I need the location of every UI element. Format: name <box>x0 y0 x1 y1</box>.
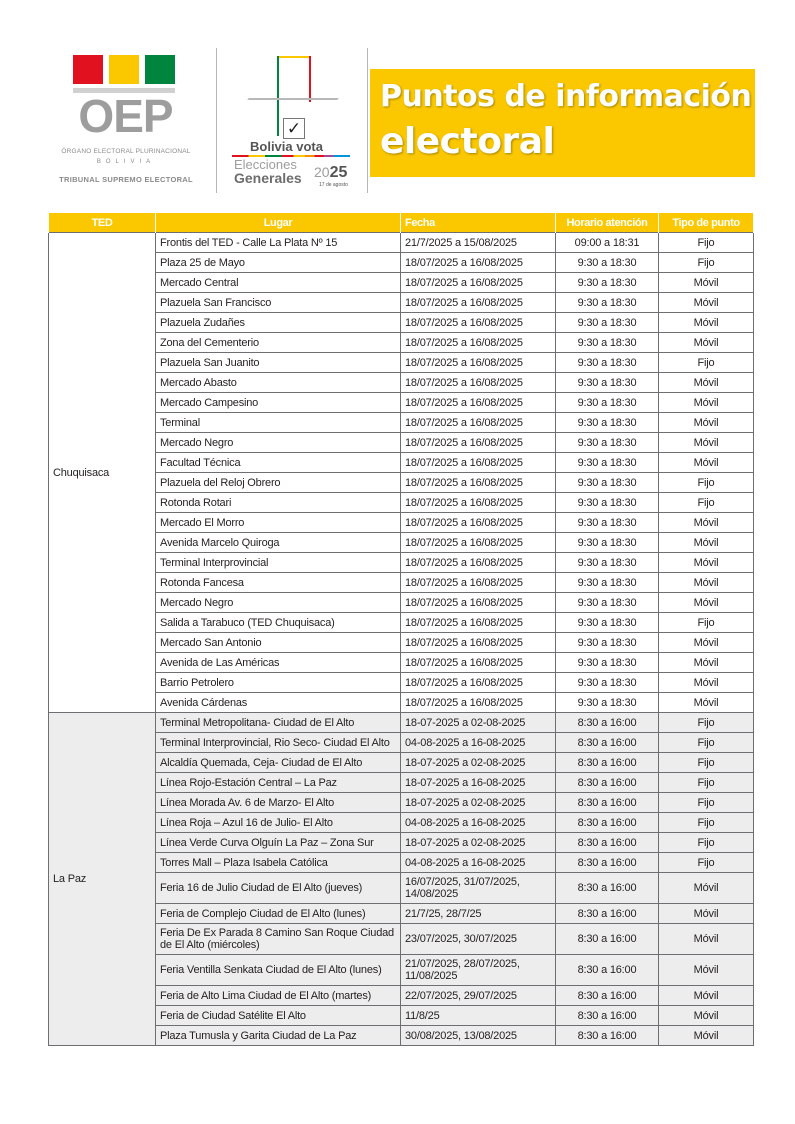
tipo-cell: Móvil <box>659 533 754 553</box>
fecha-cell: 04-08-2025 a 16-08-2025 <box>401 813 556 833</box>
tipo-cell: Móvil <box>659 273 754 293</box>
lugar-cell: Rotonda Fancesa <box>156 573 401 593</box>
tipo-cell: Fijo <box>659 793 754 813</box>
horario-cell: 8:30 a 16:00 <box>556 713 659 733</box>
fecha-cell: 18/07/2025 a 16/08/2025 <box>401 533 556 553</box>
horario-cell: 8:30 a 16:00 <box>556 873 659 904</box>
horario-cell: 9:30 a 18:30 <box>556 313 659 333</box>
bolivia-vota-text: Bolivia vota <box>250 139 323 154</box>
lugar-cell: Plaza 25 de Mayo <box>156 253 401 273</box>
horario-cell: 9:30 a 18:30 <box>556 453 659 473</box>
tipo-cell: Móvil <box>659 433 754 453</box>
horario-cell: 9:30 a 18:30 <box>556 493 659 513</box>
oep-acronym: OEP <box>78 90 173 142</box>
fecha-cell: 04-08-2025 a 16-08-2025 <box>401 853 556 873</box>
horario-cell: 9:30 a 18:30 <box>556 433 659 453</box>
fecha-cell: 16/07/2025, 31/07/2025, 14/08/2025 <box>401 873 556 904</box>
horario-cell: 9:30 a 18:30 <box>556 353 659 373</box>
column-header-horario: Horario atención <box>556 213 659 233</box>
lugar-cell: Avenida de Las Américas <box>156 653 401 673</box>
fecha-cell: 18/07/2025 a 16/08/2025 <box>401 253 556 273</box>
horario-cell: 8:30 a 16:00 <box>556 793 659 813</box>
horario-cell: 8:30 a 16:00 <box>556 853 659 873</box>
horario-cell: 8:30 a 16:00 <box>556 733 659 753</box>
flag-yellow-square <box>109 55 139 84</box>
horario-cell: 9:30 a 18:30 <box>556 513 659 533</box>
lugar-cell: Avenida Marcelo Quiroga <box>156 533 401 553</box>
checkbox-check-icon: ✓ <box>283 118 305 139</box>
table-row <box>49 713 754 733</box>
horario-cell: 9:30 a 18:30 <box>556 573 659 593</box>
year-suffix: 25 <box>329 164 348 181</box>
ballot-slot-line <box>247 98 339 100</box>
column-header-ted: TED <box>49 213 156 233</box>
lugar-cell: Zona del Cementerio <box>156 333 401 353</box>
ted-cell: La Paz <box>49 713 156 1046</box>
tipo-cell: Móvil <box>659 333 754 353</box>
fecha-cell: 18/07/2025 a 16/08/2025 <box>401 673 556 693</box>
table-header-row <box>49 213 754 233</box>
lugar-cell: Terminal Interprovincial, Rio Seco- Ciudad El Alto <box>156 733 401 753</box>
horario-cell: 9:30 a 18:30 <box>556 373 659 393</box>
lugar-cell: Feria 16 de Julio Ciudad de El Alto (jueves) <box>156 873 401 904</box>
lugar-cell: Terminal Interprovincial <box>156 553 401 573</box>
information-points-table <box>48 213 754 1046</box>
table-row <box>49 233 754 253</box>
horario-cell: 9:30 a 18:30 <box>556 653 659 673</box>
horario-cell: 9:30 a 18:30 <box>556 673 659 693</box>
lugar-cell: Plazuela San Francisco <box>156 293 401 313</box>
fecha-cell: 18/07/2025 a 16/08/2025 <box>401 553 556 573</box>
horario-cell: 9:30 a 18:30 <box>556 593 659 613</box>
horario-cell: 8:30 a 16:00 <box>556 833 659 853</box>
tipo-cell: Fijo <box>659 473 754 493</box>
lugar-cell: Frontis del TED - Calle La Plata Nº 15 <box>156 233 401 253</box>
fecha-cell: 18/07/2025 a 16/08/2025 <box>401 573 556 593</box>
oep-logo <box>46 55 206 195</box>
lugar-cell: Terminal <box>156 413 401 433</box>
tipo-cell: Fijo <box>659 813 754 833</box>
lugar-cell: Plazuela San Juanito <box>156 353 401 373</box>
lugar-cell: Plazuela Zudañes <box>156 313 401 333</box>
tipo-cell: Móvil <box>659 513 754 533</box>
header-divider <box>367 48 368 193</box>
horario-cell: 9:30 a 18:30 <box>556 553 659 573</box>
lugar-cell: Feria De Ex Parada 8 Camino San Roque Ciudad de El Alto (miércoles) <box>156 924 401 955</box>
horario-cell: 9:30 a 18:30 <box>556 333 659 353</box>
flag-green-square <box>145 55 175 84</box>
lugar-cell: Barrio Petrolero <box>156 673 401 693</box>
lugar-cell: Terminal Metropolitana- Ciudad de El Alto <box>156 713 401 733</box>
tipo-cell: Móvil <box>659 673 754 693</box>
lugar-cell: Feria de Ciudad Satélite El Alto <box>156 1006 401 1026</box>
fecha-cell: 18/07/2025 a 16/08/2025 <box>401 633 556 653</box>
tipo-cell: Móvil <box>659 413 754 433</box>
tipo-cell: Móvil <box>659 873 754 904</box>
tipo-cell: Móvil <box>659 593 754 613</box>
oep-country-line: BOLIVIA <box>96 159 156 165</box>
page-title-line-2: electoral <box>380 121 555 162</box>
horario-cell: 9:30 a 18:30 <box>556 533 659 553</box>
fecha-cell: 18/07/2025 a 16/08/2025 <box>401 333 556 353</box>
lugar-cell: Mercado Campesino <box>156 393 401 413</box>
tipo-cell: Fijo <box>659 713 754 733</box>
oep-tribunal-line: TRIBUNAL SUPREMO ELECTORAL <box>59 175 193 184</box>
title-banner <box>370 69 755 177</box>
tipo-cell: Móvil <box>659 1026 754 1046</box>
tipo-cell: Fijo <box>659 253 754 273</box>
horario-cell: 9:30 a 18:30 <box>556 633 659 653</box>
horario-cell: 8:30 a 16:00 <box>556 753 659 773</box>
tipo-cell: Móvil <box>659 653 754 673</box>
election-year <box>314 164 347 182</box>
tipo-cell: Fijo <box>659 853 754 873</box>
horario-cell: 8:30 a 16:00 <box>556 773 659 793</box>
tipo-cell: Móvil <box>659 293 754 313</box>
fecha-cell: 18/07/2025 a 16/08/2025 <box>401 593 556 613</box>
fecha-cell: 18-07-2025 a 02-08-2025 <box>401 833 556 853</box>
tipo-cell: Móvil <box>659 1006 754 1026</box>
horario-cell: 9:30 a 18:30 <box>556 293 659 313</box>
fecha-cell: 30/08/2025, 13/08/2025 <box>401 1026 556 1046</box>
tipo-cell: Fijo <box>659 493 754 513</box>
lugar-cell: Plazuela del Reloj Obrero <box>156 473 401 493</box>
lugar-cell: Feria Ventilla Senkata Ciudad de El Alto (lunes) <box>156 955 401 986</box>
horario-cell: 9:30 a 18:30 <box>556 273 659 293</box>
lugar-cell: Feria de Alto Lima Ciudad de El Alto (martes) <box>156 986 401 1006</box>
fecha-cell: 18/07/2025 a 16/08/2025 <box>401 653 556 673</box>
horario-cell: 9:30 a 18:30 <box>556 393 659 413</box>
lugar-cell: Facultad Técnica <box>156 453 401 473</box>
fecha-cell: 18-07-2025 a 02-08-2025 <box>401 713 556 733</box>
fecha-cell: 23/07/2025, 30/07/2025 <box>401 924 556 955</box>
lugar-cell: Plaza Tumusla y Garita Ciudad de La Paz <box>156 1026 401 1046</box>
tipo-cell: Móvil <box>659 573 754 593</box>
fecha-cell: 18-07-2025 a 02-08-2025 <box>401 753 556 773</box>
tipo-cell: Móvil <box>659 633 754 653</box>
fecha-cell: 18/07/2025 a 16/08/2025 <box>401 413 556 433</box>
tipo-cell: Móvil <box>659 693 754 713</box>
fecha-cell: 21/7/25, 28/7/25 <box>401 904 556 924</box>
fecha-cell: 11/8/25 <box>401 1006 556 1026</box>
tipo-cell: Móvil <box>659 986 754 1006</box>
flag-red-square <box>73 55 103 84</box>
horario-cell: 8:30 a 16:00 <box>556 924 659 955</box>
generales-text: Generales <box>234 170 302 186</box>
column-header-fecha: Fecha <box>401 213 556 233</box>
column-header-lugar: Lugar <box>156 213 401 233</box>
tipo-cell: Fijo <box>659 233 754 253</box>
horario-cell: 8:30 a 16:00 <box>556 904 659 924</box>
lugar-cell: Mercado Abasto <box>156 373 401 393</box>
lugar-cell: Mercado Negro <box>156 433 401 453</box>
fecha-cell: 21/7/2025 a 15/08/2025 <box>401 233 556 253</box>
horario-cell: 8:30 a 16:00 <box>556 813 659 833</box>
fecha-cell: 04-08-2025 a 16-08-2025 <box>401 733 556 753</box>
tipo-cell: Móvil <box>659 453 754 473</box>
horario-cell: 8:30 a 16:00 <box>556 955 659 986</box>
horario-cell: 9:30 a 18:30 <box>556 473 659 493</box>
fecha-cell: 18/07/2025 a 16/08/2025 <box>401 293 556 313</box>
header-divider <box>216 48 217 193</box>
horario-cell: 9:30 a 18:30 <box>556 693 659 713</box>
fecha-cell: 18/07/2025 a 16/08/2025 <box>401 453 556 473</box>
lugar-cell: Línea Roja – Azul 16 de Julio- El Alto <box>156 813 401 833</box>
lugar-cell: Rotonda Rotari <box>156 493 401 513</box>
tipo-cell: Fijo <box>659 613 754 633</box>
horario-cell: 9:30 a 18:30 <box>556 253 659 273</box>
fecha-cell: 18/07/2025 a 16/08/2025 <box>401 273 556 293</box>
fecha-cell: 18-07-2025 a 02-08-2025 <box>401 793 556 813</box>
lugar-cell: Mercado Central <box>156 273 401 293</box>
lugar-cell: Salida a Tarabuco (TED Chuquisaca) <box>156 613 401 633</box>
election-date: 17 de agosto <box>319 182 348 188</box>
lugar-cell: Línea Rojo-Estación Central – La Paz <box>156 773 401 793</box>
fecha-cell: 21/07/2025, 28/07/2025, 11/08/2025 <box>401 955 556 986</box>
lugar-cell: Avenida Cárdenas <box>156 693 401 713</box>
fecha-cell: 18/07/2025 a 16/08/2025 <box>401 613 556 633</box>
fecha-cell: 18/07/2025 a 16/08/2025 <box>401 473 556 493</box>
tipo-cell: Móvil <box>659 955 754 986</box>
tipo-cell: Móvil <box>659 924 754 955</box>
lugar-cell: Mercado San Antonio <box>156 633 401 653</box>
tipo-cell: Fijo <box>659 753 754 773</box>
year-prefix: 20 <box>314 164 330 180</box>
horario-cell: 9:30 a 18:30 <box>556 413 659 433</box>
lugar-cell: Torres Mall – Plaza Isabela Católica <box>156 853 401 873</box>
horario-cell: 8:30 a 16:00 <box>556 1006 659 1026</box>
fecha-cell: 18/07/2025 a 16/08/2025 <box>401 313 556 333</box>
tipo-cell: Fijo <box>659 773 754 793</box>
fecha-cell: 18/07/2025 a 16/08/2025 <box>401 353 556 373</box>
tipo-cell: Móvil <box>659 904 754 924</box>
bolivia-vota-logo <box>228 52 358 192</box>
fecha-cell: 18/07/2025 a 16/08/2025 <box>401 373 556 393</box>
horario-cell: 8:30 a 16:00 <box>556 1026 659 1046</box>
lugar-cell: Mercado Negro <box>156 593 401 613</box>
tipo-cell: Móvil <box>659 553 754 573</box>
column-header-tipo: Tipo de punto <box>659 213 754 233</box>
fecha-cell: 18/07/2025 a 16/08/2025 <box>401 513 556 533</box>
page-title-line-1: Puntos de información <box>380 79 752 114</box>
horario-cell: 9:30 a 18:30 <box>556 613 659 633</box>
fecha-cell: 18/07/2025 a 16/08/2025 <box>401 493 556 513</box>
tipo-cell: Móvil <box>659 313 754 333</box>
tipo-cell: Fijo <box>659 353 754 373</box>
tipo-cell: Móvil <box>659 373 754 393</box>
horario-cell: 09:00 a 18:31 <box>556 233 659 253</box>
lugar-cell: Alcaldía Quemada, Ceja- Ciudad de El Alto <box>156 753 401 773</box>
lugar-cell: Mercado El Morro <box>156 513 401 533</box>
tipo-cell: Móvil <box>659 393 754 413</box>
lugar-cell: Feria de Complejo Ciudad de El Alto (lunes) <box>156 904 401 924</box>
elecciones-text: Elecciones <box>234 157 297 172</box>
tipo-cell: Fijo <box>659 733 754 753</box>
fecha-cell: 18/07/2025 a 16/08/2025 <box>401 433 556 453</box>
fecha-cell: 18-07-2025 a 16-08-2025 <box>401 773 556 793</box>
fecha-cell: 18/07/2025 a 16/08/2025 <box>401 393 556 413</box>
tipo-cell: Fijo <box>659 833 754 853</box>
fecha-cell: 22/07/2025, 29/07/2025 <box>401 986 556 1006</box>
lugar-cell: Línea Verde Curva Olguín La Paz – Zona Sur <box>156 833 401 853</box>
oep-name-line: ÓRGANO ELECTORAL PLURINACIONAL <box>61 148 191 155</box>
fecha-cell: 18/07/2025 a 16/08/2025 <box>401 693 556 713</box>
lugar-cell: Línea Morada Av. 6 de Marzo- El Alto <box>156 793 401 813</box>
ted-cell: Chuquisaca <box>49 233 156 713</box>
horario-cell: 8:30 a 16:00 <box>556 986 659 1006</box>
